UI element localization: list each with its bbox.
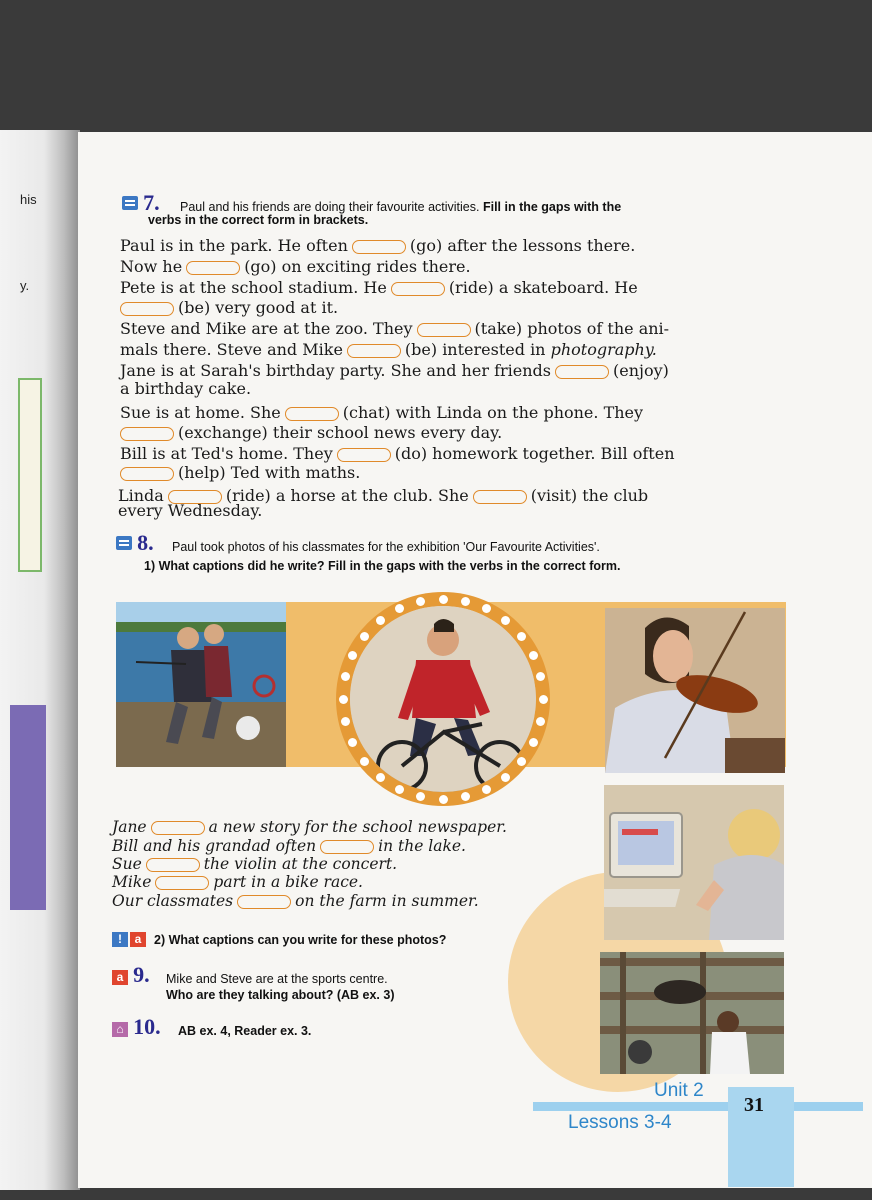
answer-gap[interactable] (347, 344, 401, 358)
answer-gap[interactable] (391, 282, 445, 296)
answer-gap[interactable] (337, 448, 391, 462)
caption-3: Sue the violin at the concert. (112, 855, 398, 873)
unit-label: Unit 2 (654, 1080, 704, 1101)
violin-illustration (605, 608, 785, 773)
exercise-8-header (116, 530, 154, 556)
frame-dot (395, 785, 404, 794)
page-number: 31 (744, 1094, 764, 1116)
previous-page-green-box (18, 378, 42, 572)
frame-dot (517, 632, 526, 641)
exclamation-icon: ! (112, 932, 128, 947)
exercise-9-line-2: Who are they talking about? (AB ex. 3) (166, 988, 395, 1002)
bike-rider-illustration (350, 606, 536, 792)
exercise-number: 10. (133, 1014, 161, 1039)
ex7-line-1: Paul is in the park. He often (go) after the lessons there. (120, 236, 636, 255)
instruction-bold: verbs in the correct form in brackets. (148, 213, 369, 227)
caption-5: Our classmates on the farm in summer. (112, 892, 479, 910)
fishing-illustration (116, 602, 286, 767)
exercise-10-line-1: AB ex. 4, Reader ex. 3. (178, 1024, 312, 1038)
pencil-icon: a (112, 970, 128, 985)
frame-dot (517, 757, 526, 766)
answer-gap[interactable] (120, 302, 174, 316)
frame-dot (439, 795, 448, 804)
frame-dot (501, 773, 510, 782)
frame-dot (539, 695, 548, 704)
frame-dot (341, 717, 350, 726)
answer-gap[interactable] (352, 240, 406, 254)
photo-violin (605, 608, 785, 773)
frame-dot (482, 785, 491, 794)
answer-gap[interactable] (120, 427, 174, 441)
exercise-8-subtask-2: 2) What captions can you write for these photos? (154, 933, 447, 947)
answer-gap[interactable] (151, 821, 205, 835)
answer-gap[interactable] (320, 840, 374, 854)
ex7-line-12: (help) Ted with maths. (116, 463, 360, 483)
exercise-number: 8. (137, 530, 154, 555)
instruction-bold: Fill in the gaps with the (482, 200, 622, 214)
ex7-line-7: Jane is at Sarah's birthday party. She and her friends (enjoy) (120, 361, 669, 380)
previous-page-edge (0, 130, 80, 1190)
frame-dot (461, 792, 470, 801)
ex7-line-5: Steve and Mike are at the zoo. They (take) photos of the ani- (120, 319, 670, 338)
ex7-line-11: Bill is at Ted's home. They (do) homework together. Bill often (120, 444, 675, 463)
book-icon (116, 536, 132, 550)
answer-gap[interactable] (285, 407, 339, 421)
ex7-line-9: Sue is at home. She (chat) with Linda on the phone. They (120, 403, 644, 422)
textbook-page (78, 132, 872, 1188)
exercise-7-instructions-line2 (148, 213, 368, 228)
ex7-line-13: Linda (ride) a horse at the club. She (visit) the club (118, 486, 649, 505)
answer-gap[interactable] (237, 895, 291, 909)
footer-bar (533, 1102, 863, 1111)
photo-fishing (116, 602, 286, 767)
exercise-9-line-1: Mike and Steve are at the sports centre. (166, 972, 388, 986)
caption-2: Bill and his grandad often in the lake. (112, 837, 466, 855)
photo-farm (600, 952, 784, 1074)
exercise-10-header (112, 1014, 161, 1040)
book-icon (122, 196, 138, 210)
frame-dot (529, 651, 538, 660)
answer-gap[interactable] (473, 490, 527, 504)
frame-dot (439, 595, 448, 604)
pencil-icon: a (130, 932, 146, 947)
ex7-line-2: Now he (go) on exciting rides there. (120, 257, 471, 276)
ex7-line-10: (exchange) their school news every day. (116, 423, 502, 443)
ex7-line-3: Pete is at the school stadium. He (ride) a skateboard. He (120, 278, 638, 297)
ex7-line-4: (be) very good at it. (116, 298, 338, 318)
exercise-8-instructions: Paul took photos of his classmates for the exhibition 'Our Favourite Activities'. (172, 540, 600, 554)
photo-bike-rider (350, 606, 536, 792)
lessons-label: Lessons 3-4 (568, 1112, 672, 1133)
answer-gap[interactable] (417, 323, 471, 337)
answer-gap[interactable] (120, 467, 174, 481)
exercise-number: 9. (133, 962, 150, 987)
frame-dot (339, 695, 348, 704)
exercise-9-header (112, 962, 150, 988)
ex7-line-6: mals there. Steve and Mike (be) interested in photography. (120, 340, 657, 359)
answer-gap[interactable] (186, 261, 240, 275)
exercise-number: 7. (143, 190, 160, 215)
photo-computer (604, 785, 784, 940)
frame-dot (376, 773, 385, 782)
computer-illustration (604, 785, 784, 940)
previous-page-fragment: y. (20, 278, 30, 293)
answer-gap[interactable] (155, 876, 209, 890)
frame-dot (461, 597, 470, 606)
previous-page-fragment: his (20, 192, 37, 207)
ex7-line-8: a birthday cake. (120, 379, 252, 398)
ex7-line-14: every Wednesday. (118, 501, 263, 520)
frame-dot (529, 738, 538, 747)
farm-illustration (600, 952, 784, 1074)
instruction-text: Paul and his friends are doing their favourite activities. (180, 200, 480, 214)
caption-4: Mike part in a bike race. (112, 873, 363, 891)
answer-gap[interactable] (555, 365, 609, 379)
exercise-8-subtask-2-icons (112, 929, 146, 948)
frame-dot (536, 717, 545, 726)
exercise-8-subtask-1: 1) What captions did he write? Fill in the gaps with the verbs in the correct form. (144, 559, 621, 573)
previous-page-purple-box (10, 705, 46, 910)
answer-gap[interactable] (146, 858, 200, 872)
house-icon: ⌂ (112, 1022, 128, 1037)
caption-1: Jane a new story for the school newspaper. (112, 818, 507, 836)
